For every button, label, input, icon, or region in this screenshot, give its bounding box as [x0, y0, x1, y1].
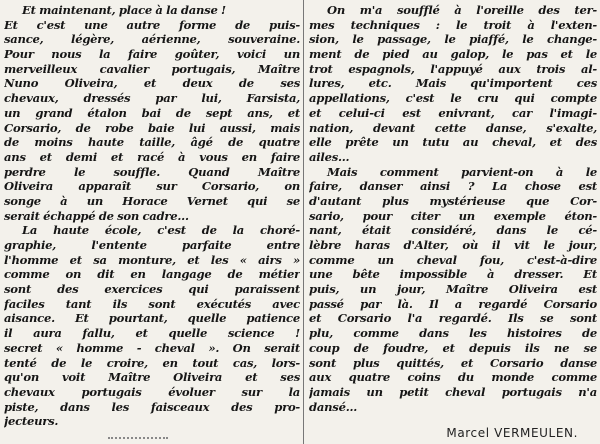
right_column-line: et celui-ci est enivrant, car l'imagi-: [309, 105, 597, 120]
right_column-line: jamais un petit cheval portugais n'a: [309, 384, 597, 399]
right_column-line: comme un cheval fou, c'est-à-dire: [309, 252, 597, 267]
right_column-line: passé par là. Il a regardé Corsario: [309, 296, 597, 311]
right_column-line: On m'a soufflé à l'oreille des ter-: [327, 3, 597, 17]
column-divider: [303, 0, 304, 444]
right_column-line: coup de foudre, et depuis ils ne se: [309, 340, 597, 355]
right_column-line: puis, un jour, Maître Oliveira est: [309, 282, 597, 297]
right_column-line: plu, comme dans les histoires de: [309, 326, 597, 341]
cut-off-line-fragment: [108, 437, 168, 443]
left_column-line: perdre le souffle. Quand Maître: [4, 164, 300, 179]
left_column-line: chevaux, dressés par lui, Farsista,: [4, 91, 300, 106]
right_column-line: dansé...: [309, 399, 358, 414]
left_column-line: jecteurs.: [4, 414, 59, 429]
right_column-line: trot espagnols, l'appuyé aux trois al-: [309, 61, 597, 76]
right_column-line: sion, le passage, le piaffé, le change-: [309, 32, 597, 47]
right_column-line: lèbre haras d'Alter, où il vit le jour,: [309, 238, 597, 252]
left_column-line: tenté de le croire, en tout cas, lors-: [4, 355, 300, 370]
right_column-line: ment de pied au galop, le pas et le: [309, 47, 597, 62]
right_column-line: appellations, c'est le cru qui compte: [309, 91, 597, 106]
right_column-line: et Corsario l'a regardé. Ils se sont: [309, 311, 597, 326]
right_column-line: d'autant plus mystérieuse que Cor-: [309, 193, 597, 208]
left_column-line: songe à un Horace Vernet qui se: [4, 193, 300, 208]
right_column-line: sont plus quittés, et Corsario danse: [309, 355, 597, 370]
right_column-line: nant, était considéré, dans le cé-: [309, 223, 597, 238]
left_column-line: serait échappé de son cadre...: [4, 208, 189, 223]
left_column-line: sont des exercices qui paraissent: [4, 282, 300, 297]
right_column-line: elle prête un tutu au cheval, et des: [309, 135, 597, 150]
left_column-line: un grand étalon bai de sept ans, et: [4, 105, 300, 120]
author-signature: Marcel VERMEULEN.: [446, 426, 578, 440]
right_column-line: faire, danser ainsi ? La chose est: [309, 179, 597, 194]
right_column-line: nation, devant cette danse, s'exalte,: [309, 120, 597, 135]
left_column-line: il aura fallu, et quelle science !: [4, 326, 300, 341]
right_column-line: une bête impossible à dresser. Et: [309, 267, 597, 282]
right_column-line: ailes...: [309, 149, 350, 164]
right_column-line: mes techniques : le troit à l'exten-: [309, 17, 597, 32]
left_column-line: de moins haute taille, âgé de quatre: [4, 135, 300, 150]
left_column-line: Corsario, de robe baie lui aussi, mais: [4, 120, 300, 135]
left_column-line: Et maintenant, place à la danse !: [22, 3, 226, 17]
left_column-line: secret « homme - cheval ». On serait: [4, 340, 300, 355]
right_column-line: Mais comment parvient-on à le: [327, 164, 597, 179]
left_column-line: Pour nous la faire goûter, voici un: [4, 47, 300, 62]
left-column: [4, 3, 300, 429]
left_column-line: aisance. Et pourtant, quelle patience: [4, 311, 300, 326]
left_column-line: piste, dans les faisceaux des pro-: [4, 399, 300, 414]
left_column-line: graphie, l'entente parfaite entre: [4, 238, 300, 252]
left_column-line: qu'on voit Maître Oliveira et ses: [4, 370, 300, 385]
right_column-line: lures, etc. Mais qu'importent ces: [309, 76, 597, 91]
right_column-line: aux quatre coins du monde comme: [309, 370, 597, 385]
right_column-line: sario, pour citer un exemple éton-: [309, 208, 597, 223]
left_column-line: sance, légère, aérienne, souveraine.: [4, 32, 300, 47]
left_column-line: l'homme et sa monture, et les « airs »: [4, 252, 300, 267]
left_column-line: comme on dit en langage de métier: [4, 267, 300, 282]
left_column-line: La haute école, c'est de la choré-: [22, 223, 300, 238]
left_column-line: chevaux portugais évoluer sur la: [4, 384, 300, 399]
left_column-line: ans et demi et racé à vous en faire: [4, 149, 300, 164]
right-column: [309, 3, 597, 414]
left_column-line: Oliveira apparaît sur Corsario, on: [4, 179, 300, 194]
left_column-line: Nuno Oliveira, et deux de ses: [4, 76, 300, 91]
left_column-line: Et c'est une autre forme de puis-: [4, 17, 300, 32]
left_column-line: merveilleux cavalier portugais, Maître: [4, 61, 300, 76]
left_column-line: faciles tant ils sont exécutés avec: [4, 296, 300, 311]
